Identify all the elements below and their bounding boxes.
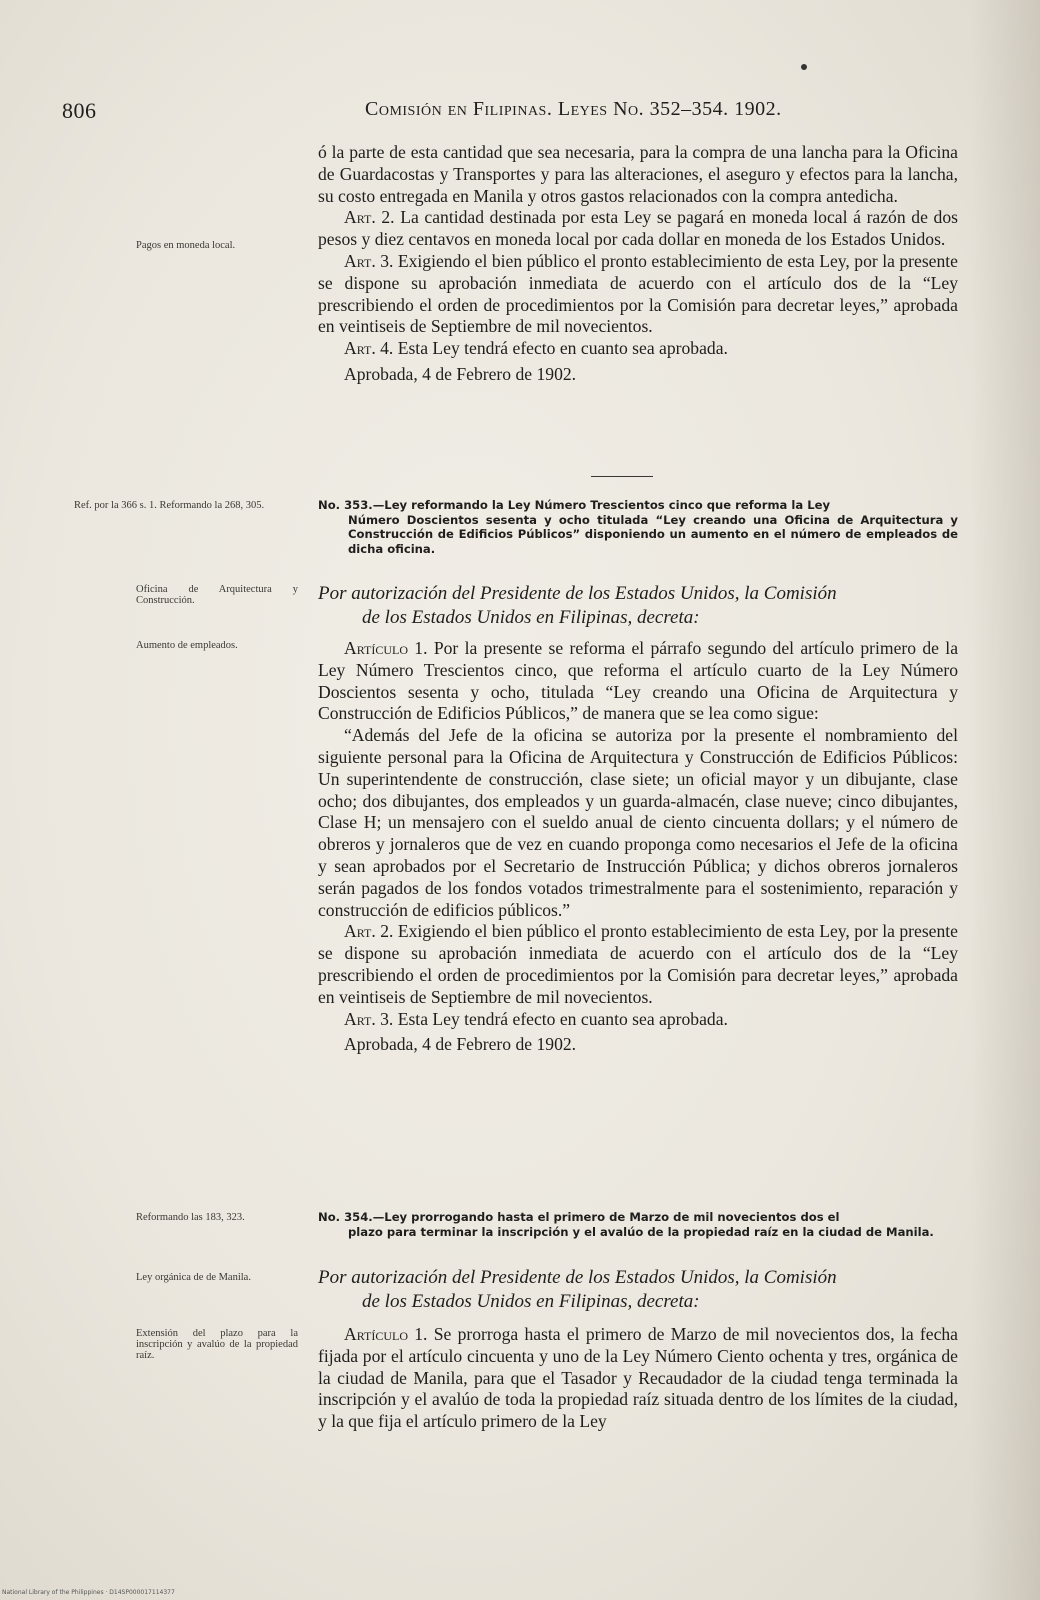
article-label: Artículo 1. xyxy=(344,638,428,658)
margin-note-extension: Extensión del plazo para la inscripción y avalúo de la propiedad raíz. xyxy=(136,1328,298,1361)
article-text: Por la presente se reforma el párrafo segundo del artículo primero de la Ley Número Trescientos cinco, que reforma el artículo cuarto de la Ley Número Doscientos sesenta y ocho, titulada “Ley creando una Oficina de Arquitectura y Construcción de Edificios Públicos,” de manera que se lea como sigue: xyxy=(318,638,958,724)
law-353-heading xyxy=(318,498,958,556)
article-label: Art. 3. xyxy=(344,250,394,271)
ink-dot xyxy=(801,64,807,70)
running-title: Comisión en Filipinas. Leyes No. 352–354. 1902. xyxy=(365,98,782,120)
body-block-354 xyxy=(318,1324,958,1433)
body-block-top xyxy=(318,142,958,386)
enacting-clause-line1: Por autorización del Presidente de los Estados Unidos, la Comisión xyxy=(318,1267,837,1288)
approval-date: Aprobada, 4 de Febrero de 1902. xyxy=(344,1034,577,1055)
section-divider xyxy=(591,476,653,477)
margin-note-oficina: Oficina de Arquitectura y Construcción. xyxy=(136,584,298,606)
article-label: Art. 4. xyxy=(344,338,394,359)
article-label: Art. 2. xyxy=(344,921,394,942)
paragraph-art-4 xyxy=(318,338,958,360)
article-text: Exigiendo el bien público el pronto establecimiento de esta Ley, por la presente se dispone su aprobación inmediata de acuerdo con el artículo dos de la “Ley prescribiendo el orden de procedimientos por la Comisión para decretar leyes,” aprobada en veintiseis de Septiembre de mil novecientos. xyxy=(318,250,958,337)
enacting-clause-line2: de los Estados Unidos en Filipinas, decreta: xyxy=(362,1291,700,1312)
article-label: Artículo 1. xyxy=(344,1324,428,1344)
article-label: Art. 2. xyxy=(344,207,395,228)
law-354-heading-line1: No. 354.—Ley prorrogando hasta el primero de Marzo de mil novecientos dos el xyxy=(318,1210,840,1224)
paragraph-continuation: ó la parte de esta cantidad que sea necesaria, para la compra de una lancha para la Oficina de Guardacostas y Transportes y para las alteraciones, el aseguro y efectos para la lancha, su costo entregada en Manila y otros gastos relacionados con la compra antedicha. xyxy=(318,142,958,206)
paragraph-art-3 xyxy=(318,1009,958,1031)
margin-note-ref-353: Ref. por la 366 s. 1. Reformando la 268, 305. xyxy=(74,500,265,511)
enacting-clause-353 xyxy=(318,582,958,630)
body-block-353 xyxy=(318,638,958,1056)
paragraph-articulo-1 xyxy=(318,1324,958,1433)
paragraph-art-2 xyxy=(318,921,958,1008)
law-354-heading-rest: plazo para terminar la inscripción y el avalúo de la propiedad raíz en la ciudad de Manila. xyxy=(348,1224,934,1239)
article-text: Exigiendo el bien público el pronto establecimiento de esta Ley, por la presente se dispone su aprobación inmediata de acuerdo con el artículo dos de la “Ley prescribiendo el orden de procedimientos por la Comisión para decretar leyes,” aprobada en veintiseis de Septiembre de mil novecientos. xyxy=(318,921,958,1007)
paragraph-art-2 xyxy=(318,207,958,251)
margin-note-aumento: Aumento de empleados. xyxy=(136,640,238,651)
page-edge-shadow xyxy=(970,0,1040,1600)
approval-date: Aprobada, 4 de Febrero de 1902. xyxy=(344,363,577,384)
law-353-heading-line1: No. 353.—Ley reformando la Ley Número Trescientos cinco que reforma la Ley xyxy=(318,498,831,512)
article-text: Esta Ley tendrá efecto en cuanto sea aprobada. xyxy=(393,338,728,359)
enacting-clause-line1: Por autorización del Presidente de los Estados Unidos, la Comisión xyxy=(318,583,837,604)
article-text: La cantidad destinada por esta Ley se pagará en moneda local á razón de dos pesos y diez centavos en moneda local por cada dollar en moneda de los Estados Unidos. xyxy=(318,207,958,250)
page-number: 806 xyxy=(62,98,97,123)
margin-note-ley-organica: Ley orgánica de de Manila. xyxy=(136,1272,251,1283)
law-354-heading xyxy=(318,1210,958,1239)
law-353-heading-rest: Número Doscientos sesenta y ocho titulada “Ley creando una Oficina de Arquitectura y Construcción de Edificios Públicos” disponiendo un aumento en el número de empleados de dicha oficina. xyxy=(348,512,958,556)
article-text: Esta Ley tendrá efecto en cuanto sea aprobada. xyxy=(393,1008,728,1029)
enacting-clause-line2: de los Estados Unidos en Filipinas, decreta: xyxy=(362,607,700,628)
article-label: Art. 3. xyxy=(344,1008,394,1029)
paragraph-articulo-1 xyxy=(318,638,958,725)
paragraph-art-3 xyxy=(318,251,958,338)
paragraph-quoted-amendment: “Además del Jefe de la oficina se autoriza por la presente el nombramiento del siguiente personal para la Oficina de Arquitectura y Construcción de Edificios Públicos: Un superintendente de construcción, clase siete; un oficial mayor y un dibujante, clase ocho; dos dibujantes, dos empleados y un guarda-almacén, clase nueve; cinco dibujantes, Clase H; un mensajero con el sueldo anual de ciento cincuenta dollars; y el número de obreros y jornaleros que de vez en cuando proponga como necesarios el Jefe de la oficina y sean aprobados por el Secretario de Instrucción Pública; y dichos obreros jornaleros serán pagados de los fondos votados trimestralmente para el sostenimiento, reparación y construcción de edificios públicos.” xyxy=(318,725,958,920)
enacting-clause-354 xyxy=(318,1266,958,1314)
margin-note-reformando-354: Reformando las 183, 323. xyxy=(136,1212,245,1223)
margin-note-pagos: Pagos en moneda local. xyxy=(136,240,236,251)
article-text: Se prorroga hasta el primero de Marzo de mil novecientos dos, la fecha fijada por el artículo cincuenta y uno de la Ley Número Ciento ochenta y tres, orgánica de la ciudad de Manila, para que el Tasador y Recaudador de la ciudad tenga terminada la inscripción y el avalúo de toda la propiedad raíz situada dentro de los límites de la ciudad, y la que fija el artículo primero de la Ley xyxy=(318,1324,958,1432)
scan-footer: National Library of the Philippines · D14SP000017114377 xyxy=(2,1589,175,1596)
